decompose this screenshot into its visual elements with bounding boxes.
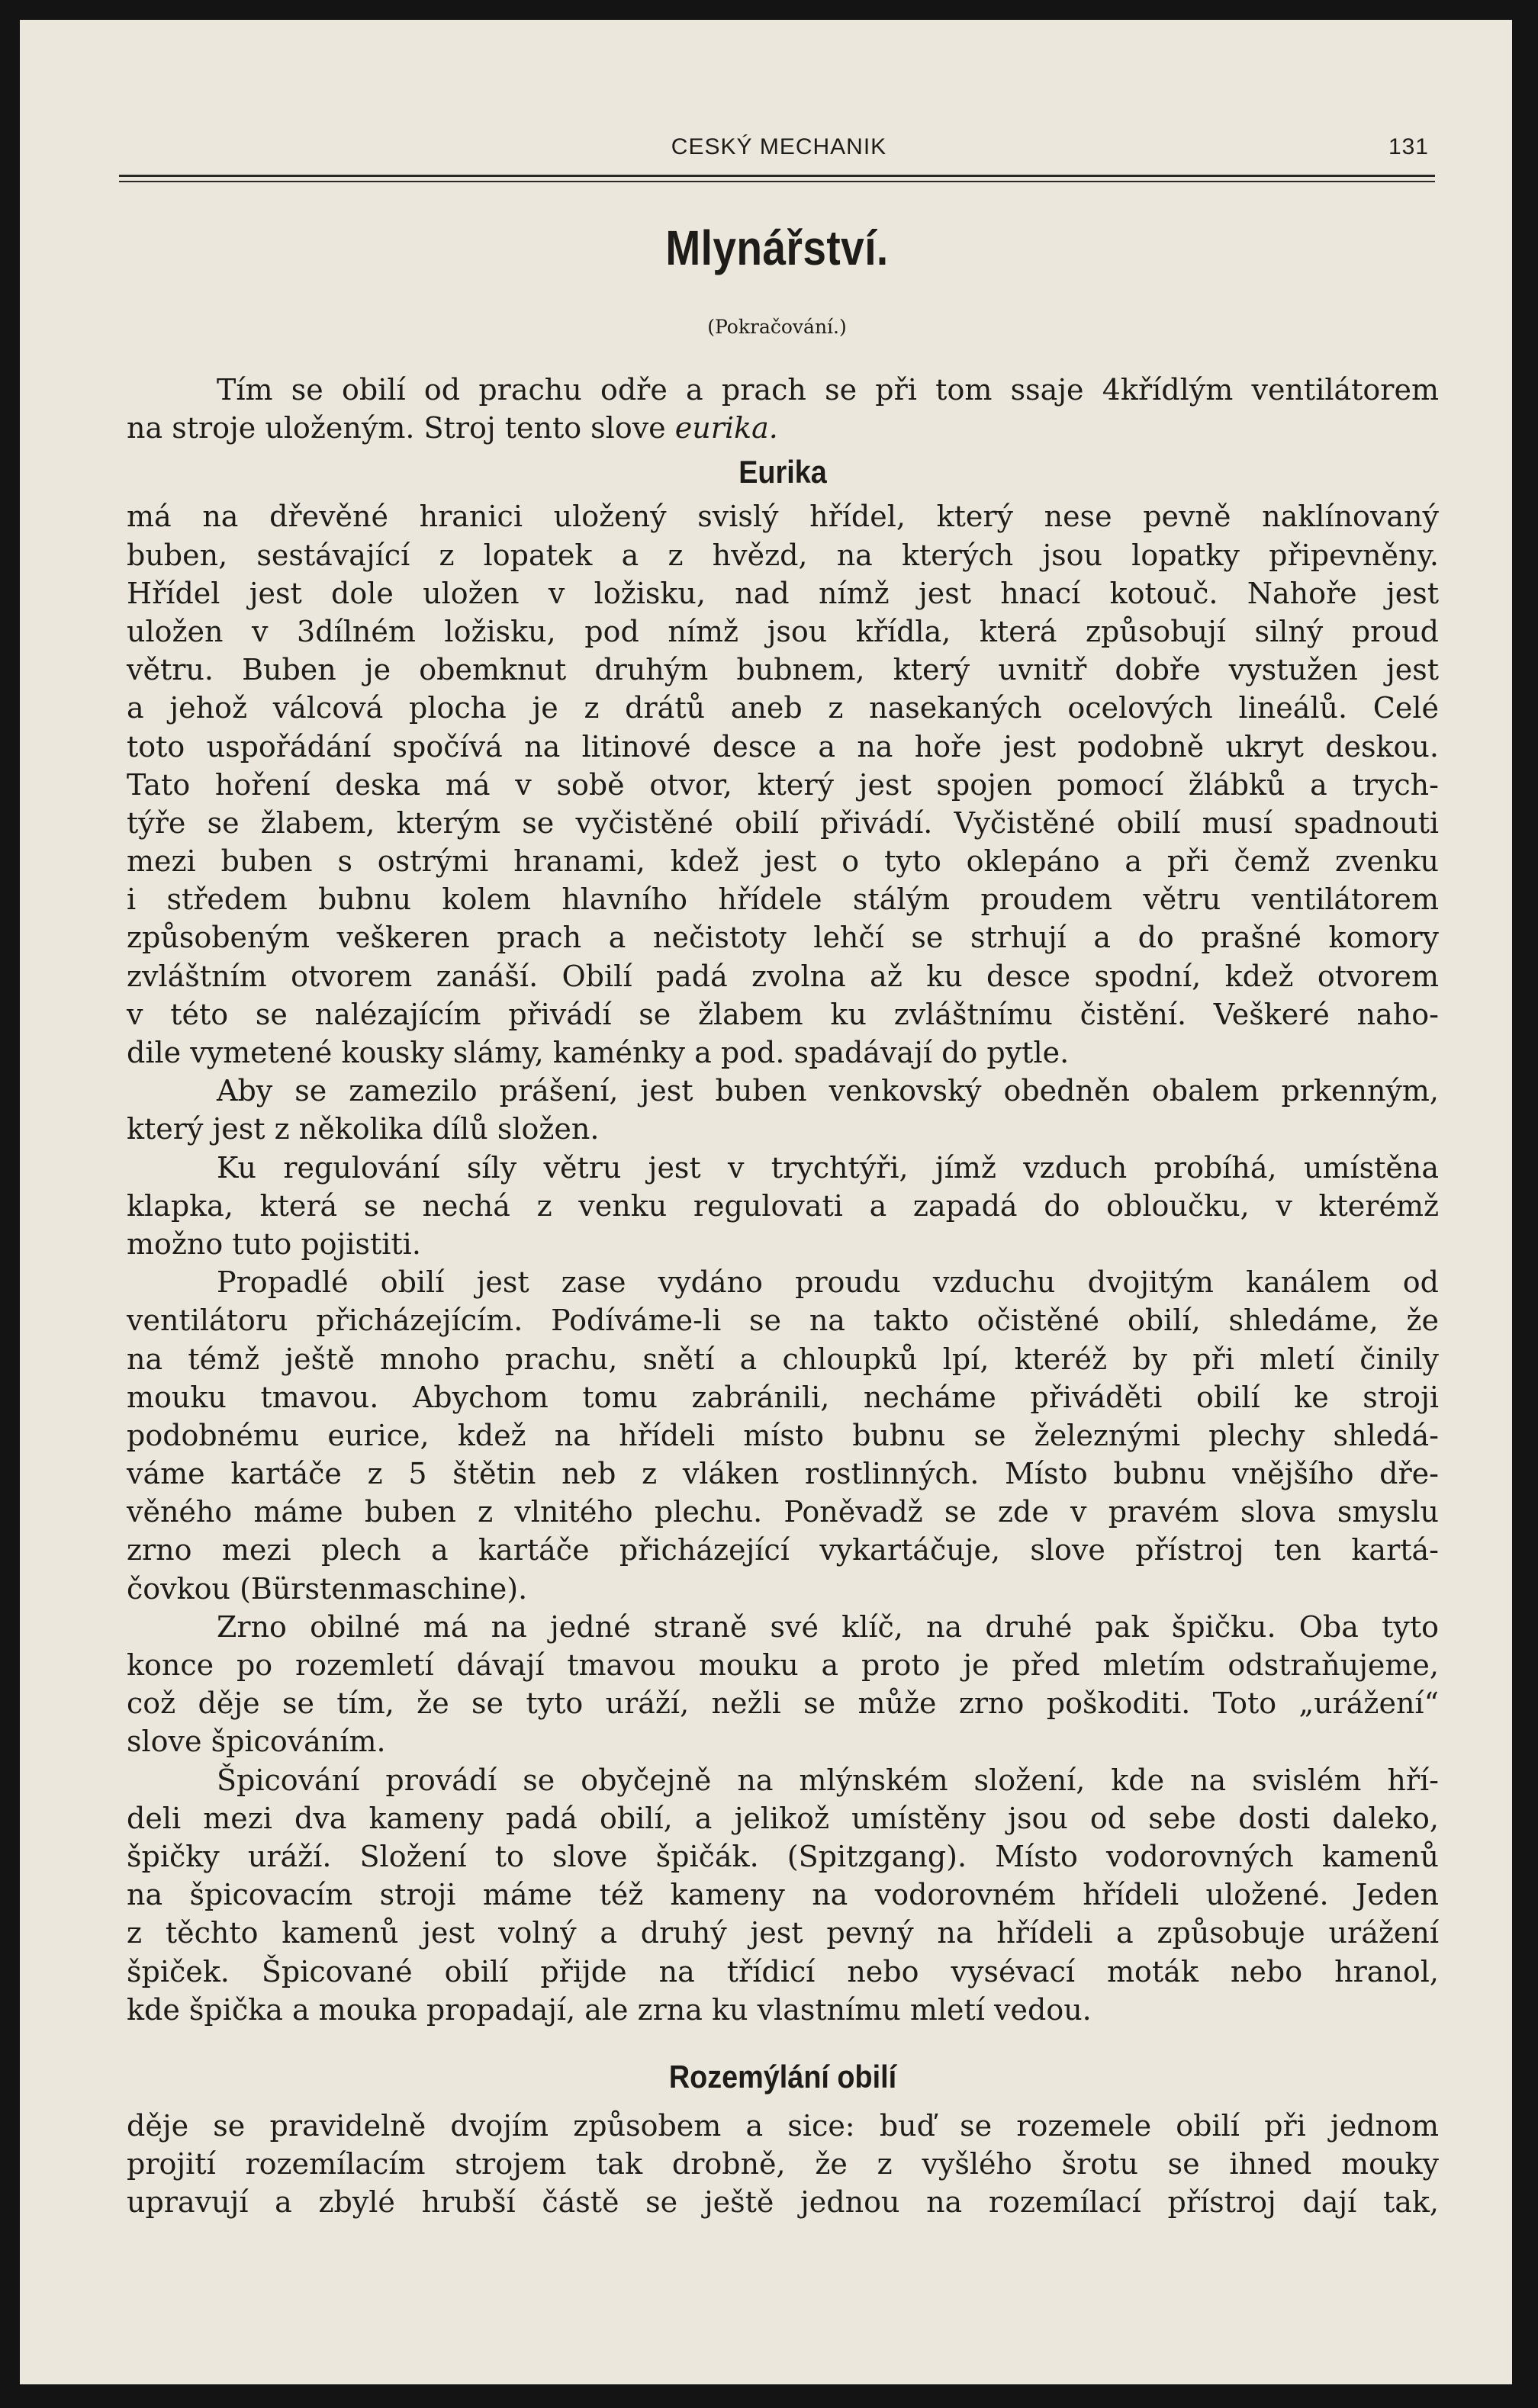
text-line (127, 1034, 1439, 1072)
text-line-content: na špicovacím stroji máme též kameny na vodorovném hřídeli uložené. Jeden (127, 1878, 1439, 1912)
article-title: Mlynářství. (665, 220, 889, 275)
text-line-content: věného máme buben z vlnitého plechu. Poněvadž se zde v pravém slova smyslu (127, 1495, 1439, 1529)
text-line (127, 918, 1439, 956)
text-line (127, 1455, 1439, 1493)
text-line (127, 1722, 1439, 1760)
header-rule-thin (119, 181, 1435, 182)
text-line (127, 1493, 1439, 1531)
text-line-content: zvláštním otvorem zanáší. Obilí padá zvolna až ku desce spodní, kdež otvorem (127, 959, 1439, 993)
text-line-content: způsobeným veškeren prach a nečistoty lehčí se strhují a do prašné komory (127, 921, 1439, 955)
section-heading-eurika: Eurika (738, 454, 827, 490)
text-line-content: špiček. Špicované obilí přijde na třídicí nebo vysévací moták nebo hranol, (127, 1954, 1439, 1988)
text-line (127, 689, 1439, 727)
text-line-content: Špicování provádí se obyčejně na mlýnském složení, kde na svislém hří- (217, 1763, 1439, 1797)
text-line-content: Hřídel jest dole uložen v ložisku, nad nímž jest hnací kotouč. Nahoře jest (127, 576, 1439, 610)
text-line-content: uložen v 3dílném ložisku, pod nímž jsou křídla, která způsobují silný proud (127, 614, 1439, 648)
text-line (127, 995, 1439, 1034)
text-line-content: deli mezi dva kameny padá obilí, a jelikož umístěny jsou od sebe dosti daleko, (127, 1801, 1439, 1835)
text-line-content: z těchto kamenů jest volný a druhý jest pevný na hřídeli a způsobuje urážení (127, 1916, 1439, 1950)
text-line-content: buben, sestávající z lopatek a z hvězd, na kterých jsou lopatky připevněny. (127, 538, 1439, 572)
text-line-content: Aby se zamezilo prášení, jest buben venkovský obedněn obalem prkenným, (217, 1074, 1439, 1108)
text-line (127, 651, 1439, 689)
text-line-content: i středem bubnu kolem hlavního hřídele stálým proudem větru ventilátorem (127, 883, 1439, 917)
text-line-content: mouku tmavou. Abychom tomu zabránili, necháme přiváděti obilí ke stroji (127, 1380, 1439, 1414)
journal-page (20, 20, 1512, 2384)
text-line-content: projití rozemílacím strojem tak drobně, že z vyšlého šrotu se ihned mouky (127, 2147, 1439, 2181)
text-line (127, 1761, 1439, 1799)
text-line-content: v této se nalézajícím přivádí se žlabem ku zvláštnímu čistění. Veškeré naho- (127, 997, 1439, 1031)
text-line (127, 1608, 1439, 1646)
text-line (127, 371, 1439, 409)
text-line (127, 880, 1439, 918)
section-rozemylani-text (127, 2107, 1439, 2222)
text-line (127, 1301, 1439, 1339)
text-line-content: Zrno obilné má na jedné straně své klíč, na druhé pak špičku. Oba tyto (217, 1609, 1439, 1644)
text-line (127, 1876, 1439, 1914)
emphasized-term: eurika. (674, 411, 778, 445)
running-header (123, 134, 1435, 162)
text-line-content: který jest z několika dílů složen. (127, 1112, 600, 1146)
continuation-note: (Pokračování.) (707, 316, 847, 338)
text-line (127, 842, 1439, 880)
text-line (127, 574, 1439, 612)
text-line-content: má na dřevěné hranici uložený svislý hřídel, který nese pevně naklínovaný (127, 500, 1439, 534)
text-line-content: klapka, která se nechá z venku regulovati a zapadá do obloučku, v kterémž (127, 1188, 1439, 1223)
journal-title: CESKÝ MECHANIK (671, 134, 887, 159)
text-line (127, 766, 1439, 804)
header-rule (119, 175, 1435, 177)
text-line-content: Propadlé obilí jest zase vydáno proudu vzduchu dvojitým kanálem od (217, 1265, 1439, 1300)
text-line-content: čovkou (Bürstenmaschine). (127, 1571, 528, 1606)
text-line-content: ventilátoru přicházejícím. Podíváme-li se na takto očistěné obilí, shledáme, že (127, 1304, 1439, 1338)
text-line (127, 1837, 1439, 1876)
intro-paragraph (127, 371, 1439, 447)
text-line-content: slove špicováním. (127, 1725, 386, 1759)
text-line (127, 1149, 1439, 1187)
text-line (127, 536, 1439, 574)
text-line (127, 1340, 1439, 1378)
text-line-content: kde špička a mouka propadají, ale zrna ku vlastnímu mletí vedou. (127, 1992, 1092, 2027)
text-line-content: konce po rozemletí dávají tmavou mouku a proto je před mletím odstraňujeme, (127, 1648, 1439, 1682)
text-line-content: Tím se obilí od prachu odře a prach se při tom ssaje 4křídlým ventilátorem (217, 373, 1439, 407)
text-line (127, 2145, 1439, 2183)
text-line (127, 804, 1439, 842)
text-line (127, 1914, 1439, 1952)
text-line (127, 1684, 1439, 1722)
text-line-content: větru. Buben je obemknut druhým bubnem, který uvnitř dobře vystužen jest (127, 653, 1439, 687)
text-line-content: Tato hoření deska má v sobě otvor, který jest spojen pomocí žlábků a trych- (127, 767, 1439, 802)
text-line-content: upravují a zbylé hrubší částě se ještě jednou na rozemílací přístroj dají tak, (127, 2185, 1439, 2220)
text-line-content: zrno mezi plech a kartáče přicházející vykartáčuje, slove přístroj ten kartá- (127, 1533, 1439, 1567)
page-number: 131 (1388, 134, 1429, 159)
text-line (127, 1110, 1439, 1148)
text-line (127, 2107, 1439, 2145)
text-line (127, 497, 1439, 535)
text-line (127, 1378, 1439, 1416)
text-line-content: což děje se tím, že se tyto uráží, nežli se může zrno poškoditi. Toto „urážení“ (127, 1686, 1439, 1721)
text-line-content: podobnému eurice, kdež na hřídeli místo bubnu se železnými plechy shledá- (127, 1418, 1439, 1452)
text-line-content: mezi buben s ostrými hranami, kdež jest o tyto oklepáno a při čemž zvenku (127, 844, 1439, 879)
text-line-content: na témž ještě mnoho prachu, snětí a chloupků lpí, kteréž by při mletí činily (127, 1342, 1439, 1376)
text-line (127, 2183, 1439, 2221)
text-line (127, 1187, 1439, 1225)
text-line-content: dile vymetené kousky slámy, kaménky a pod. spadávají do pytle. (127, 1036, 1070, 1069)
section-eurika-text (127, 497, 1439, 2029)
text-line-content: váme kartáče z 5 štětin neb z vláken rostlinných. Místo bubnu vnějšího dře- (127, 1457, 1439, 1491)
text-line (127, 612, 1439, 651)
text-line (127, 1953, 1439, 1991)
text-line-content: možno tuto pojistiti. (127, 1227, 421, 1261)
text-line-content: špičky uráží. Složení to slove špičák. (Spitzgang). Místo vodorovných kamenů (127, 1839, 1439, 1873)
section-heading-rozemylani: Rozemýlání obilí (668, 2058, 897, 2095)
text-line (127, 409, 1439, 447)
text-line (127, 957, 1439, 995)
text-line-content: týře se žlabem, kterým se vyčistěné obilí přivádí. Vyčistěné obilí musí spadnouti (127, 805, 1439, 840)
text-line (127, 1072, 1439, 1110)
text-line (127, 1646, 1439, 1684)
text-line-content: toto uspořádání spočívá na litinové desce a na hoře jest podobně ukryt deskou. (127, 729, 1439, 764)
text-line (127, 1531, 1439, 1569)
text-line (127, 1991, 1439, 2029)
text-line (127, 1263, 1439, 1301)
text-line (127, 1570, 1439, 1608)
text-line (127, 1416, 1439, 1455)
text-line-content: děje se pravidelně dvojím způsobem a sice: buď se rozemele obilí při jednom (127, 2108, 1439, 2143)
article-body (127, 371, 1439, 2221)
text-line-content: a jehož válcová plocha je z drátů aneb z nasekaných ocelových lineálů. Celé (127, 691, 1439, 725)
text-line (127, 1225, 1439, 1263)
text-line (127, 728, 1439, 766)
text-line-content: Ku regulování síly větru jest v trychtýři, jímž vzduch probíhá, umístěna (217, 1150, 1439, 1185)
text-line-content: na stroje uloženým. Stroj tento slove (127, 411, 666, 445)
text-line (127, 1799, 1439, 1837)
